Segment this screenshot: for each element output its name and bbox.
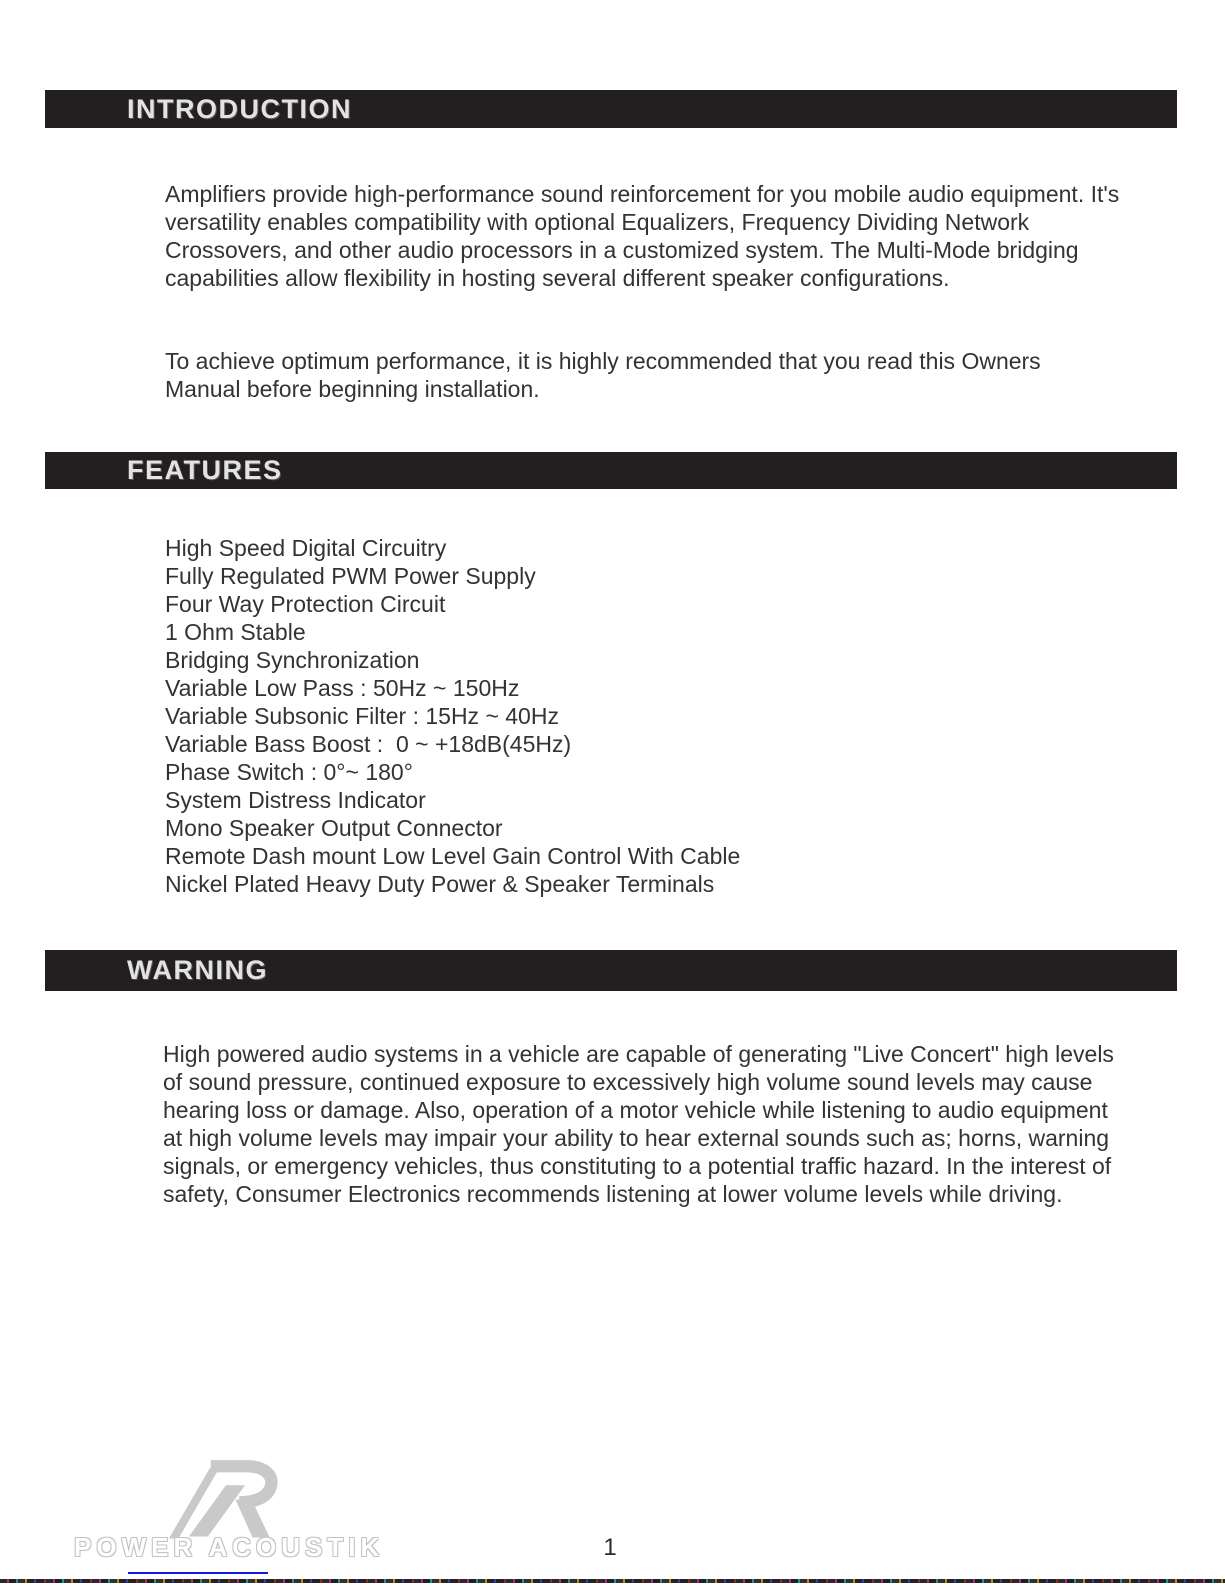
feature-item: Mono Speaker Output Connector <box>165 815 503 841</box>
warning-paragraph: High powered audio systems in a vehicle are capable of generating "Live Concert" high levels of sound pressure, continued exposure to excessively high volume sound levels may cause hearing loss or damage. Also, operation of a motor vehicle while listening to audio equipment at high volume levels may impair your ability to hear external sounds such as; horns, warning signals, or emergency vehicles, thus constituting to a potential traffic hazard. In the interest of safety, Consumer Electronics recommends listening at lower volume levels while driving. <box>163 1041 1114 1207</box>
feature-item: System Distress Indicator <box>165 787 426 813</box>
introduction-paragraph-1: Amplifiers provide high-performance sound reinforcement for you mobile audio equipment. It's versatility enables compatibility with optional Equalizers, Frequency Dividing Network Crossovers, and other audio processors in a customized system. The Multi-Mode bridging capabilities allow flexibility in hosting several different speaker configurations. <box>165 181 1120 291</box>
feature-item: Variable Bass Boost : 0 ~ +18dB(45Hz) <box>165 731 572 757</box>
feature-item: Nickel Plated Heavy Duty Power & Speaker Terminals <box>165 871 715 897</box>
features-list <box>165 534 740 898</box>
scan-noise-line <box>0 1579 1225 1583</box>
section-title-warning: WARNING <box>127 955 268 985</box>
footer-link-underline[interactable] <box>128 1572 268 1574</box>
page-number: 1 <box>603 1534 617 1561</box>
section-bar-features <box>45 452 1177 489</box>
section-title-features: FEATURES <box>127 455 283 485</box>
section-title-introduction: INTRODUCTION <box>127 93 352 124</box>
feature-item: 1 Ohm Stable <box>165 619 306 645</box>
feature-item: Bridging Synchronization <box>165 647 420 673</box>
section-bar-warning <box>45 950 1177 991</box>
feature-item: Fully Regulated PWM Power Supply <box>165 563 536 589</box>
feature-item: Four Way Protection Circuit <box>165 591 446 617</box>
feature-item: Phase Switch : 0°~ 180° <box>165 759 413 785</box>
feature-item: Remote Dash mount Low Level Gain Control With Cable <box>165 843 741 869</box>
feature-item: High Speed Digital Circuitry <box>165 535 447 561</box>
feature-item: Variable Low Pass : 50Hz ~ 150Hz <box>165 675 520 701</box>
introduction-paragraph-2: To achieve optimum performance, it is highly recommended that you read this Owners Manual before beginning installation. <box>165 348 1041 402</box>
feature-item: Variable Subsonic Filter : 15Hz ~ 40Hz <box>165 703 559 729</box>
brand-wordmark: POWER ACOUSTIK <box>74 1532 385 1562</box>
section-bar-introduction <box>45 90 1177 128</box>
